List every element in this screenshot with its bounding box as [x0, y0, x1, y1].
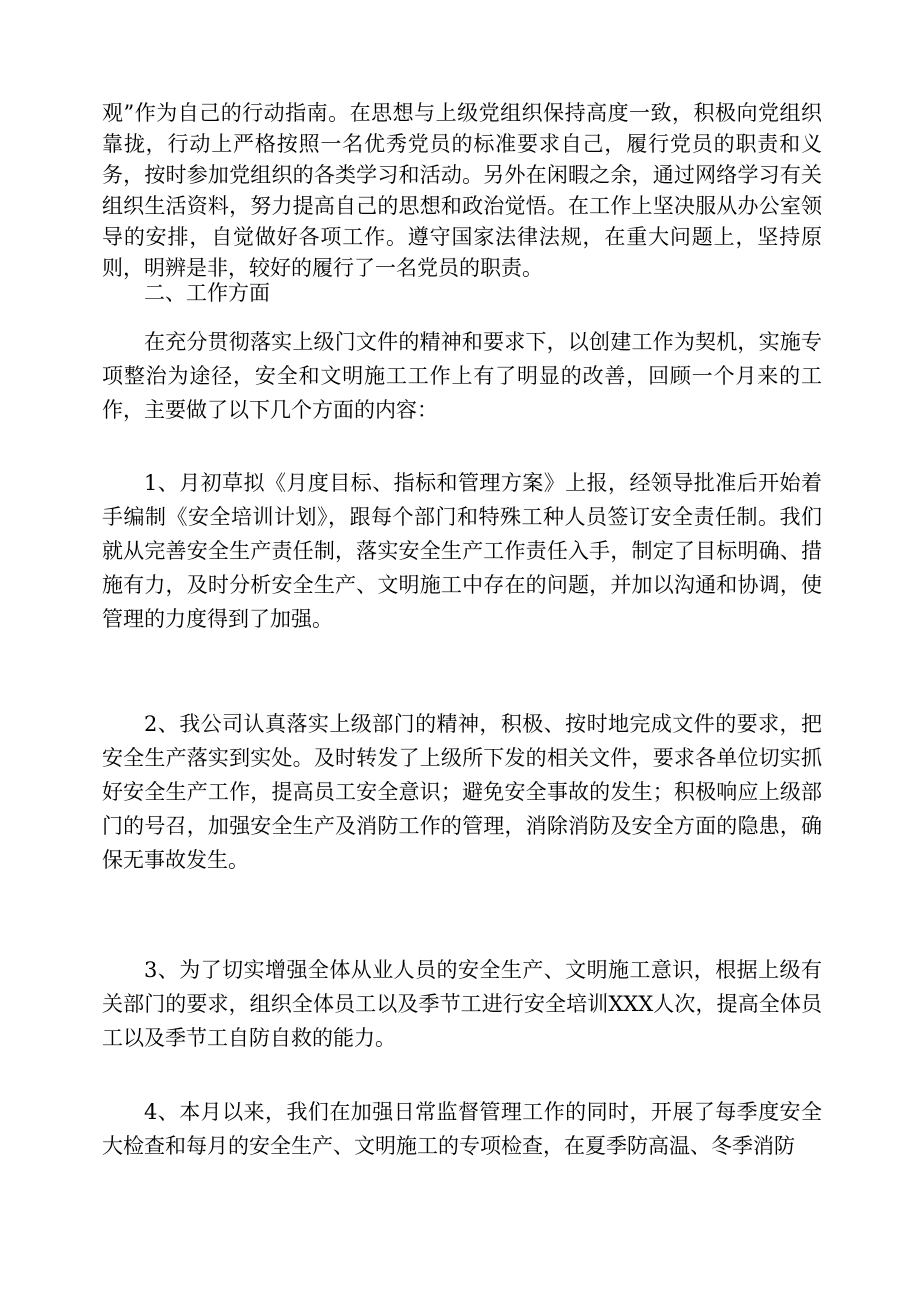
- paragraph-work-intro: 在充分贯彻落实上级门文件的精神和要求下，以创建工作为契机，实施专项整治为途径，安全和文明施工工作上有了明显的改善，回顾一个月来的工作，主要做了以下几个方面的内容：: [102, 330, 822, 422]
- paragraph-item-1: 1、月初草拟《月度目标、指标和管理方案》上报，经领导批准后开始着手编制《安全培训计划》，跟每个部门和特殊工种人员签订安全责任制。我们就从完善安全生产责任制，落实安全生产工作责任入手，制定了目标明确、措施有力，及时分析安全生产、文明施工中存在的问题，并加以沟通和协调，使管理的力度得到了加强。: [102, 471, 822, 631]
- paragraph-item-2: 2、我公司认真落实上级部门的精神，积极、按时地完成文件的要求，把安全生产落实到实处。及时转发了上级所下发的相关文件，要求各单位切实抓好安全生产工作，提高员工安全意识；避免安全事故的发生；积极响应上级部门的号召，加强安全生产及消防工作的管理，消除消防及安全方面的隐患，确保无事故发生。: [102, 712, 822, 872]
- paragraph-item-3: 3、为了切实增强全体从业人员的安全生产、文明施工意识，根据上级有关部门的要求，组织全体员工以及季节工进行安全培训XXX人次，提高全体员工以及季节工自防自救的能力。: [102, 958, 822, 1050]
- paragraph-item-4: 4、本月以来，我们在加强日常监督管理工作的同时，开展了每季度安全大检查和每月的安全生产、文明施工的专项检查，在夏季防高温、冬季消防: [102, 1100, 822, 1158]
- paragraph-intro-continued: 观”作为自己的行动指南。在思想与上级党组织保持高度一致，积极向党组织靠拢，行动上严格按照一名优秀党员的标准要求自己，履行党员的职责和义务，按时参加党组织的各类学习和活动。另外在闲暇之余，通过网络学习有关组织生活资料，努力提高自己的思想和政治觉悟。在工作上坚决服从办公室领导的安排，自觉做好各项工作。遵守国家法律法规，在重大问题上，坚持原则，明辨是非，较好的履行了一名党员的职责。: [102, 101, 822, 280]
- section-heading-work: 二、工作方面: [144, 281, 270, 305]
